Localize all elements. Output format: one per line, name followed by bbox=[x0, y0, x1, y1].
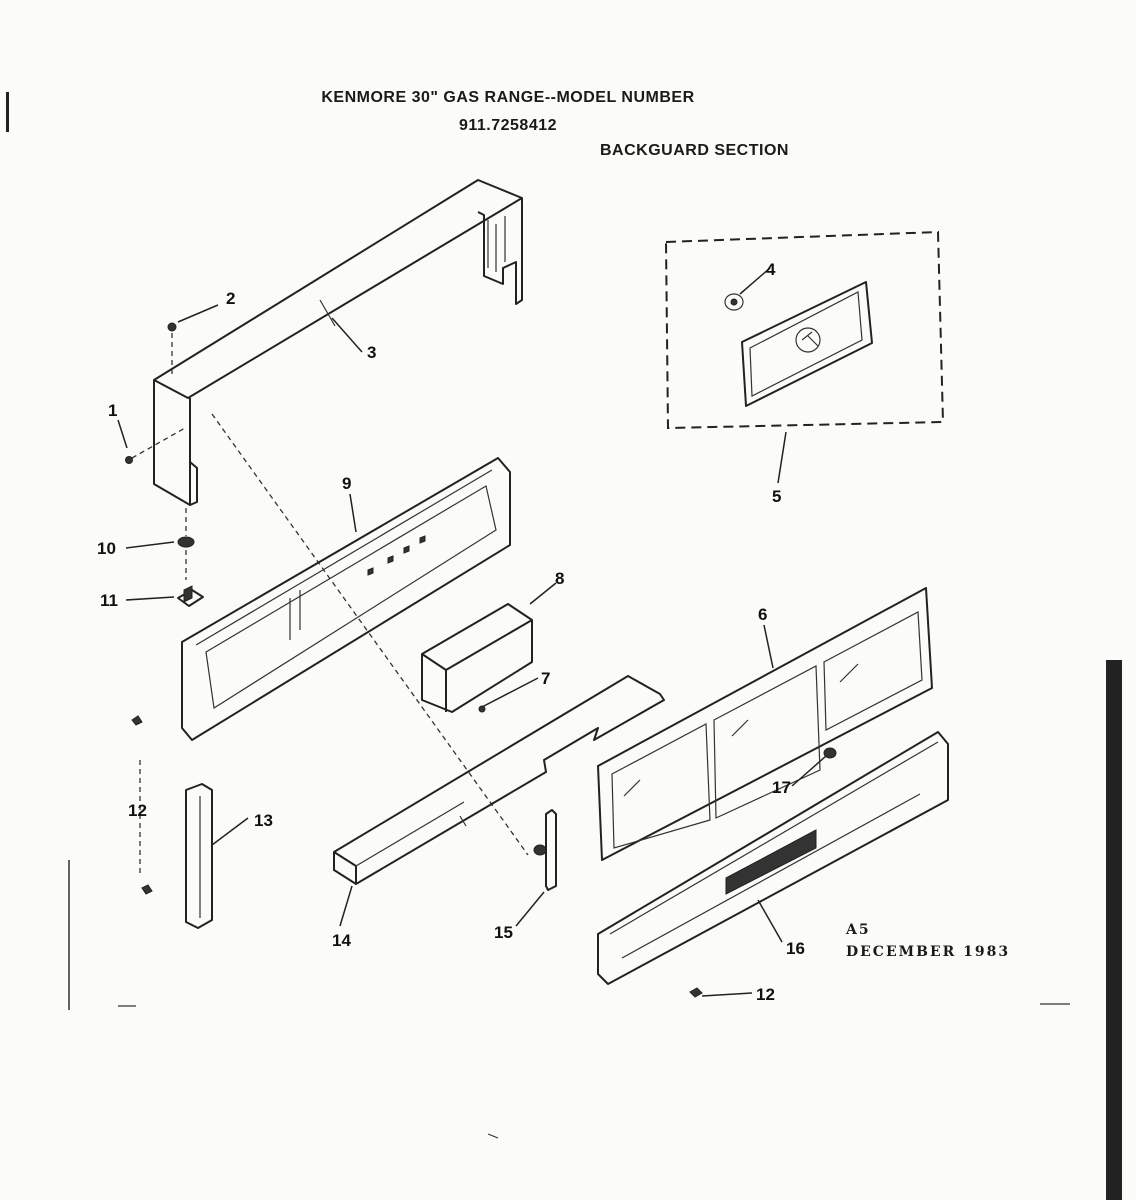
footer-code: A5 bbox=[846, 922, 871, 938]
part-12-screw-right bbox=[690, 988, 702, 997]
part-4-dial bbox=[725, 294, 743, 310]
callout-11: 11 bbox=[100, 591, 118, 610]
callout-13: 13 bbox=[254, 811, 273, 830]
callout-2: 2 bbox=[226, 289, 236, 308]
diagram-title: KENMORE 30" GAS RANGE--MODEL NUMBER bbox=[321, 89, 695, 106]
part-15-bracket bbox=[534, 810, 556, 890]
part-1-screw bbox=[126, 428, 186, 464]
callout-15: 15 bbox=[494, 923, 513, 942]
left-edge-mark bbox=[6, 92, 9, 132]
callout-1: 1 bbox=[108, 401, 118, 420]
callout-17: 17 bbox=[772, 778, 791, 797]
callout-6: 6 bbox=[758, 605, 768, 624]
callout-7: 7 bbox=[541, 669, 551, 688]
right-edge-shadow bbox=[1106, 660, 1122, 1200]
scan-mark-bottom bbox=[488, 1134, 498, 1138]
part-8-cover bbox=[422, 604, 532, 712]
part-11-bracket bbox=[178, 586, 203, 606]
assembly-line bbox=[212, 414, 528, 855]
callout-14: 14 bbox=[332, 931, 351, 950]
callout-3: 3 bbox=[367, 343, 377, 362]
part-9-control-panel bbox=[182, 458, 510, 740]
part-13-bracket bbox=[186, 784, 212, 928]
part-3-backguard-housing bbox=[154, 180, 522, 505]
left-margin-line bbox=[68, 860, 70, 1010]
model-number: 911.7258412 bbox=[458, 117, 558, 134]
callout-12-left: 12 bbox=[128, 801, 147, 820]
section-title: BACKGUARD SECTION bbox=[600, 142, 789, 159]
callout-16: 16 bbox=[786, 939, 805, 958]
callout-12-right: 12 bbox=[756, 985, 775, 1004]
callout-5: 5 bbox=[772, 487, 782, 506]
footer-date: DECEMBER 1983 bbox=[846, 944, 1011, 960]
part-5-inset-group bbox=[666, 232, 943, 428]
callout-10: 10 bbox=[97, 539, 116, 558]
callout-9: 9 bbox=[342, 474, 352, 493]
callout-8: 8 bbox=[555, 569, 565, 588]
part-10-bushing bbox=[178, 508, 194, 580]
callout-4: 4 bbox=[766, 260, 776, 279]
